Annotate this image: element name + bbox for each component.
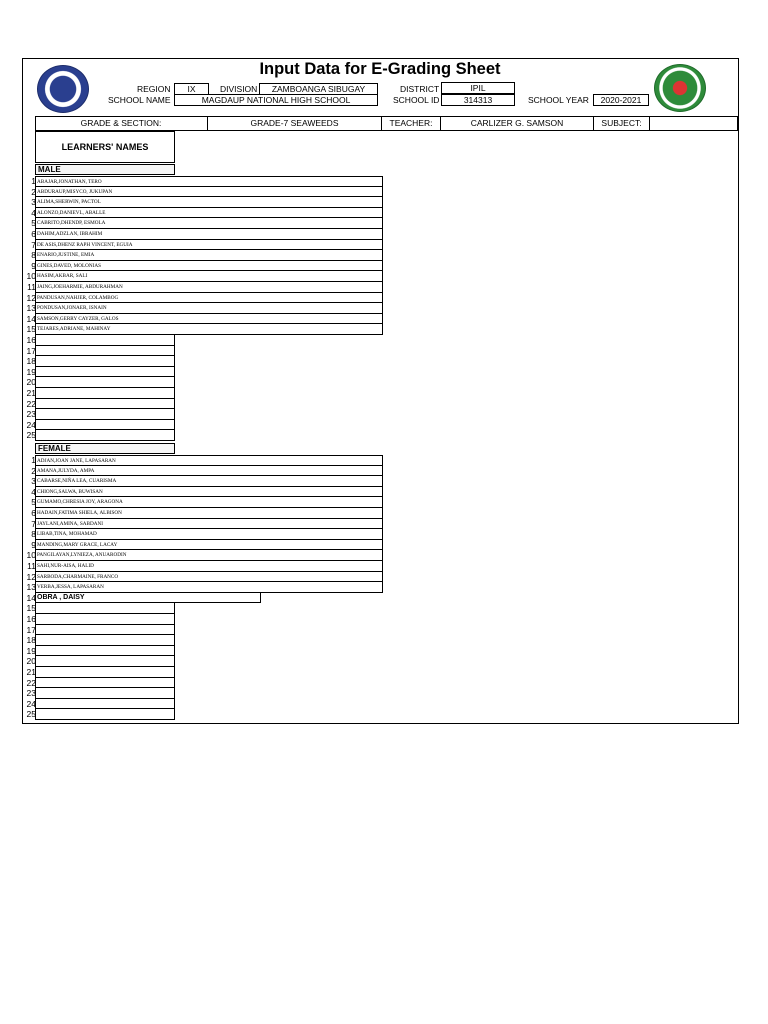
district-field[interactable]: IPIL: [441, 82, 515, 94]
female-learner-name-cell[interactable]: [35, 678, 175, 689]
female-learner-name-cell[interactable]: [35, 646, 175, 657]
row-number: 11: [27, 282, 36, 292]
row-number: 10: [26, 271, 36, 282]
female-learner-name-cell[interactable]: [35, 635, 175, 646]
female-learner-name-cell[interactable]: HADAIN,FATIMA SHIELA, ALBISON: [35, 508, 383, 519]
row-number: 24: [26, 698, 36, 709]
female-learner-name-cell[interactable]: PANGILAYAN,LYNIEZA, ANUARODIN: [35, 550, 383, 561]
male-learner-name-cell[interactable]: [35, 420, 175, 431]
male-learner-name-cell[interactable]: ABDURAUP,MISYCO, JUKUPAN: [35, 187, 383, 198]
school-year-label: SCHOOL YEAR: [528, 95, 589, 105]
male-learner-name-cell[interactable]: [35, 388, 175, 399]
school-name-field[interactable]: MAGDAUP NATIONAL HIGH SCHOOL: [174, 94, 378, 106]
row-number: 17: [26, 624, 36, 635]
male-learner-name-cell[interactable]: [35, 367, 175, 378]
row-number: 2: [31, 186, 36, 197]
male-learner-name-cell[interactable]: JAING,JOEHARMIE, ABDURAHMAN: [35, 282, 383, 293]
female-learner-name-cell[interactable]: LIBAB,TINA, MOHAMAD: [35, 529, 383, 540]
male-learner-name-cell[interactable]: [35, 335, 175, 346]
row-number: 1: [31, 176, 36, 186]
row-number: 6: [31, 508, 36, 518]
row-number: 1: [31, 455, 36, 465]
grade-section-label: GRADE & SECTION:: [35, 116, 208, 131]
row-number: 24: [26, 419, 36, 430]
row-number: 19: [26, 366, 36, 377]
row-number: 15: [26, 603, 36, 614]
male-learner-name-cell[interactable]: [35, 399, 175, 410]
row-number: 6: [31, 229, 36, 239]
row-number: 3: [31, 476, 36, 487]
row-number: 18: [26, 356, 36, 367]
female-learner-name-cell[interactable]: JAYLANI,AMINA, SABDANI: [35, 519, 383, 530]
female-learner-name-cell[interactable]: [35, 603, 175, 614]
row-number: 14: [26, 313, 36, 324]
row-number: 12: [26, 571, 36, 582]
male-learner-name-cell[interactable]: CABRITO,DHENDP, ESMOLA: [35, 218, 383, 229]
row-number: 11: [27, 561, 36, 571]
teacher-field[interactable]: CARLIZER G. SAMSON: [441, 116, 594, 131]
region-field[interactable]: IX: [174, 83, 209, 95]
row-number: 3: [31, 197, 36, 208]
female-learner-name-cell[interactable]: SAHI,NUR-AISA, HALID: [35, 561, 383, 572]
male-learner-name-cell[interactable]: DE ASIS,DHENZ RAPH VINCENT, EGUIA: [35, 240, 383, 251]
row-number: 23: [26, 409, 36, 420]
male-learner-name-cell[interactable]: ALONZO,DANIEVL, ABALLE: [35, 208, 383, 219]
subject-field[interactable]: [650, 116, 738, 131]
female-learner-name-cell[interactable]: [35, 614, 175, 625]
female-learner-name-cell[interactable]: MANDING,MARY GRACE, LACAY: [35, 540, 383, 551]
school-id-field[interactable]: 314313: [441, 94, 515, 106]
male-learner-name-cell[interactable]: [35, 356, 175, 367]
row-number: 25: [26, 709, 36, 720]
female-learner-name-cell[interactable]: CHIONG,SALWA, BUWISAN: [35, 487, 383, 498]
female-learner-name-cell[interactable]: [35, 667, 175, 678]
male-learner-name-cell[interactable]: DAHIM,ADZLAN, IBRAHIM: [35, 229, 383, 240]
row-number: 2: [31, 465, 36, 476]
row-number: 4: [31, 486, 36, 497]
row-number: 17: [26, 345, 36, 356]
school-year-field[interactable]: 2020-2021: [593, 94, 649, 106]
male-section-label: MALE: [35, 164, 175, 175]
male-learner-name-cell[interactable]: [35, 346, 175, 357]
male-learner-name-cell[interactable]: [35, 409, 175, 420]
row-number: 13: [26, 303, 36, 314]
row-number: 4: [31, 207, 36, 218]
female-learner-name-cell[interactable]: AMANA,JULYDA, AMPA: [35, 466, 383, 477]
grade-section-field[interactable]: GRADE-7 SEAWEEDS: [208, 116, 382, 131]
female-learner-name-cell[interactable]: VERBA,JESSA, LAPASARAN: [35, 582, 383, 593]
row-number: 7: [31, 239, 36, 250]
school-id-label: SCHOOL ID: [393, 95, 440, 105]
row-number: 14: [26, 592, 36, 603]
subject-label: SUBJECT:: [594, 116, 650, 131]
male-learner-name-cell[interactable]: PANDUSAN,NAHJER, COLAMBOG: [35, 293, 383, 304]
female-learner-name-cell[interactable]: [35, 699, 175, 710]
male-learner-name-cell[interactable]: GINES,DAVED, MOLONIAS: [35, 261, 383, 272]
row-number: 16: [26, 335, 36, 345]
row-number: 16: [26, 614, 36, 624]
row-number: 20: [26, 377, 36, 388]
row-number: 5: [31, 497, 36, 508]
row-number: 15: [26, 324, 36, 335]
male-learner-name-cell[interactable]: SAMSON,GERRY CAYZER, GALOS: [35, 314, 383, 325]
female-learner-name-cell[interactable]: SARBODA,CHARMAINE, FRANCO: [35, 572, 383, 583]
female-learner-name-cell[interactable]: [35, 656, 175, 667]
row-number: 22: [26, 398, 36, 409]
female-learner-name-cell[interactable]: [35, 688, 175, 699]
row-number: 21: [26, 667, 36, 677]
teacher-label: TEACHER:: [382, 116, 441, 131]
division-field[interactable]: ZAMBOANGA SIBUGAY: [259, 83, 378, 95]
row-number: 18: [26, 635, 36, 646]
female-learner-name-cell[interactable]: CABARSE,NIÑA LEA, CUARISMA: [35, 476, 383, 487]
male-learner-name-cell[interactable]: ENARIO,JUSTINE, EMIA: [35, 250, 383, 261]
male-learner-name-cell[interactable]: [35, 377, 175, 388]
row-number: 22: [26, 677, 36, 688]
row-number: 5: [31, 218, 36, 229]
division-label: DIVISION: [220, 84, 258, 94]
male-learner-name-cell[interactable]: ABAJAR,JONATHAN, TERO: [35, 176, 383, 187]
male-learner-name-cell[interactable]: TEJARES,ADRIANE, MAHINAY: [35, 324, 383, 335]
row-number: 23: [26, 688, 36, 699]
row-number: 13: [26, 582, 36, 593]
row-number: 8: [31, 250, 36, 261]
row-number: 9: [31, 260, 36, 271]
deped-division-logo: [654, 64, 706, 112]
row-number: 19: [26, 645, 36, 656]
school-name-label: SCHOOL NAME: [108, 95, 171, 105]
row-number: 10: [26, 550, 36, 561]
female-section-label: FEMALE: [35, 443, 175, 454]
male-learner-name-cell[interactable]: ALIMA,SHERWIN, PACTOL: [35, 197, 383, 208]
male-learner-name-cell[interactable]: [35, 430, 175, 441]
deped-seal-logo: [37, 65, 89, 113]
female-learner-name-cell[interactable]: [35, 625, 175, 636]
female-learner-name-cell[interactable]: [35, 709, 175, 720]
row-number: 25: [26, 430, 36, 441]
female-learner-name-cell[interactable]: OBRA , DAISY: [35, 593, 261, 604]
row-number: 9: [31, 539, 36, 550]
female-learner-name-cell[interactable]: ADJAN,JOAN JANE, LAPASARAN: [35, 455, 383, 466]
row-number: 21: [26, 388, 36, 398]
male-learner-name-cell[interactable]: HASIM,AKBAR, SALI: [35, 271, 383, 282]
female-learner-name-cell[interactable]: GUMAMO,CHRESIA JOY, ARAGONA: [35, 497, 383, 508]
district-label: DISTRICT: [400, 84, 440, 94]
sheet-title: Input Data for E-Grading Sheet: [259, 60, 501, 78]
row-number: 20: [26, 656, 36, 667]
row-number: 7: [31, 518, 36, 529]
row-number: 12: [26, 292, 36, 303]
learners-names-header: LEARNERS' NAMES: [35, 131, 175, 163]
male-learner-name-cell[interactable]: PONDUSAN,JONAER, ISNAIN: [35, 303, 383, 314]
row-number: 8: [31, 529, 36, 540]
region-label: REGION: [137, 84, 171, 94]
